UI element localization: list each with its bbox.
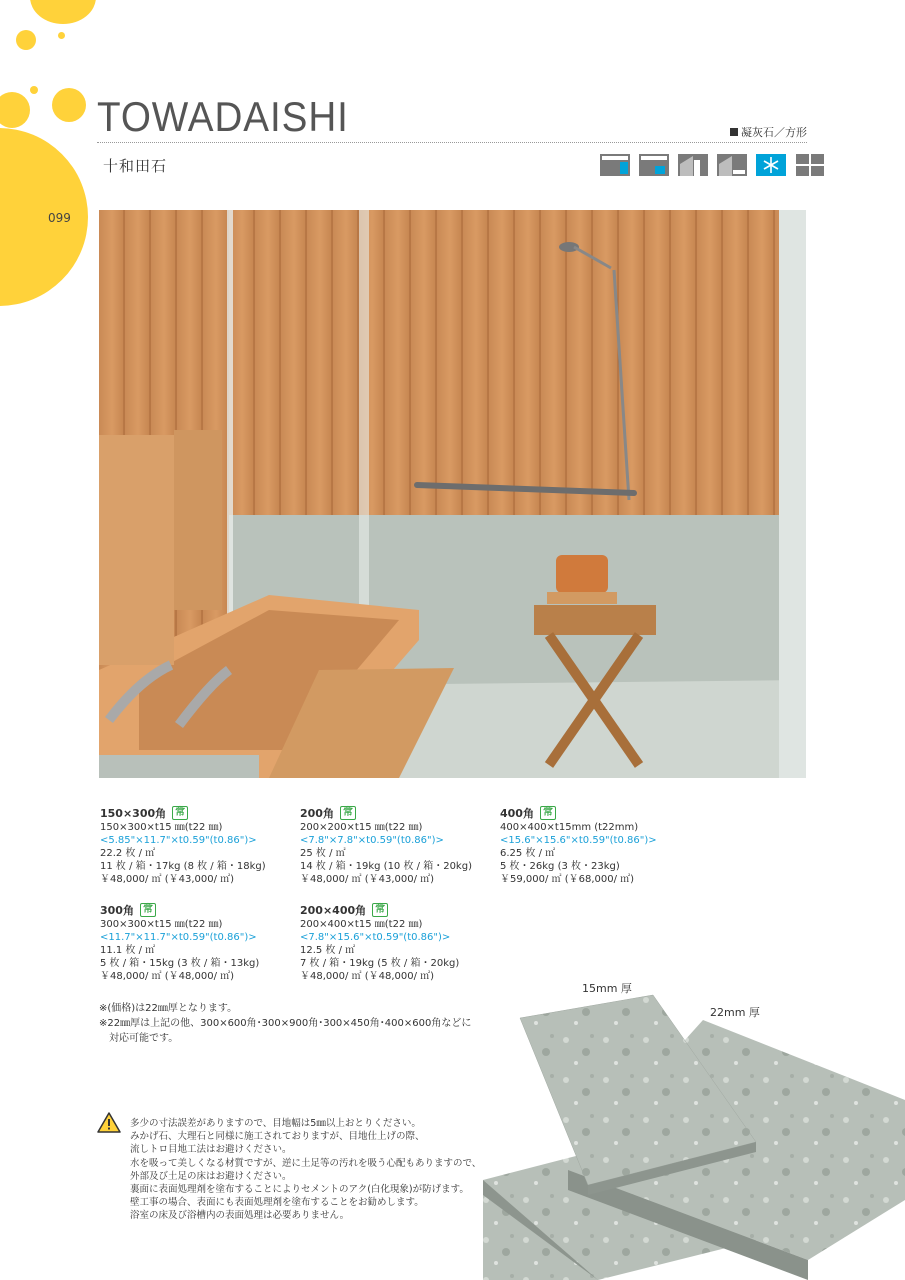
- warning-line: 裏面に表面処理剤を塗布することによりセメントのアク(白化現象)が防げます。: [130, 1184, 469, 1196]
- wall-interior-icon: [600, 154, 630, 176]
- product-spec: [100, 806, 266, 886]
- product-spec: [100, 903, 259, 983]
- product-size: 200×400×t15 ㎜(t22 ㎜): [300, 919, 423, 930]
- product-box: 7 枚 / 箱・19kg (5 枚 / 箱・20kg): [300, 958, 460, 969]
- warning-text: [130, 1117, 481, 1223]
- note-line: ※(価格)は22㎜厚となります。: [99, 1003, 238, 1014]
- product-price: ￥48,000/ ㎡ (￥48,000/ ㎡): [100, 971, 235, 982]
- decor-dot: [58, 32, 65, 39]
- product-per-m2: 12.5 枚 / ㎡: [300, 945, 356, 956]
- tile-pattern-icon: [795, 154, 825, 176]
- warning-line: 外部及び土足の床はお避けください。: [130, 1170, 292, 1182]
- product-size-inch: <7.8"×7.8"×t0.59"(t0.86")>: [300, 835, 444, 846]
- note-line: ※22㎜厚は上記の他、300×600角･300×900角･300×450角･400×600角などに: [99, 1018, 472, 1029]
- product-per-m2: 25 枚 / ㎡: [300, 848, 346, 859]
- warning-icon: [97, 1112, 121, 1133]
- product-per-m2: 6.25 枚 / ㎡: [500, 848, 556, 859]
- product-size: 200×200×t15 ㎜(t22 ㎜): [300, 822, 423, 833]
- floor-exterior-icon: [717, 154, 747, 176]
- title-divider: [97, 142, 807, 143]
- snow-icon: [756, 154, 786, 176]
- thickness-label-15: 15mm 厚: [582, 982, 632, 995]
- stock-badge: 常: [172, 806, 188, 820]
- decor-dot-large: [0, 128, 88, 306]
- stock-badge: 常: [540, 806, 556, 820]
- product-size: 150×300×t15 ㎜(t22 ㎜): [100, 822, 223, 833]
- stock-badge: 常: [140, 903, 156, 917]
- product-size: 300×300×t15 ㎜(t22 ㎜): [100, 919, 223, 930]
- stock-badge: 常: [372, 903, 388, 917]
- product-box: 14 枚 / 箱・19kg (10 枚 / 箱・20kg): [300, 861, 472, 872]
- notes: [99, 1001, 471, 1046]
- product-spec: [300, 806, 472, 886]
- usage-icons: [600, 154, 825, 176]
- stock-badge: 常: [340, 806, 356, 820]
- product-name: 150×300角: [100, 806, 167, 820]
- product-box: 5 枚 / 箱・15kg (3 枚 / 箱・13kg): [100, 958, 260, 969]
- product-price: ￥48,000/ ㎡ (￥43,000/ ㎡): [300, 874, 435, 885]
- bathroom-photo: [99, 210, 806, 778]
- wall-exterior-icon: [678, 154, 708, 176]
- product-box: 11 枚 / 箱・17kg (8 枚 / 箱・18kg): [100, 861, 266, 872]
- product-size-inch: <15.6"×15.6"×t0.59"(t0.86")>: [500, 835, 657, 846]
- product-spec: [300, 903, 459, 983]
- product-per-m2: 22.2 枚 / ㎡: [100, 848, 156, 859]
- page-number: 099: [48, 211, 71, 225]
- stone-tiles-photo: [478, 990, 905, 1280]
- note-line: 対応可能です。: [109, 1033, 179, 1044]
- product-spec: [500, 806, 657, 886]
- category-label: 凝灰石／方形: [730, 124, 807, 140]
- decor-dot: [0, 92, 30, 128]
- warning-line: 水を吸って美しくなる材質ですが、逆に土足等の汚れを吸う心配もありますので、: [130, 1157, 482, 1169]
- product-name: 200角: [300, 806, 334, 820]
- decor-dot: [30, 86, 38, 94]
- page-title: TOWADAISHI: [97, 93, 349, 140]
- product-price: ￥48,000/ ㎡ (￥48,000/ ㎡): [300, 971, 435, 982]
- warning-line: 浴室の床及び浴槽内の表面処理は必要ありません。: [130, 1210, 350, 1222]
- product-name: 300角: [100, 903, 134, 917]
- floor-interior-icon: [639, 154, 669, 176]
- product-size-inch: <7.8"×15.6"×t0.59"(t0.86")>: [300, 932, 451, 943]
- product-price: ￥59,000/ ㎡ (￥68,000/ ㎡): [500, 874, 635, 885]
- product-name: 200×400角: [300, 903, 367, 917]
- product-size-inch: <5.85"×11.7"×t0.59"(t0.86")>: [100, 835, 257, 846]
- product-size: 400×400×t15mm (t22mm): [500, 822, 639, 833]
- product-size-inch: <11.7"×11.7"×t0.59"(t0.86")>: [100, 932, 257, 943]
- product-name: 400角: [500, 806, 534, 820]
- decor-dot: [16, 30, 36, 50]
- warning-line: 壁工事の場合、表面にも表面処理剤を塗布することをお勧めします。: [130, 1197, 424, 1209]
- decor-dot: [52, 88, 86, 122]
- product-box: 5 枚・26kg (3 枚・23kg): [500, 861, 620, 872]
- product-price: ￥48,000/ ㎡ (￥43,000/ ㎡): [100, 874, 235, 885]
- thickness-label-22: 22mm 厚: [710, 1006, 760, 1019]
- warning-line: 流しトロ目地工法はお避けください。: [130, 1144, 292, 1156]
- page-subtitle: 十和田石: [103, 157, 168, 175]
- product-per-m2: 11.1 枚 / ㎡: [100, 945, 156, 956]
- warning-line: みかげ石、大理石と同様に施工されておりますが、目地仕上げの際、: [130, 1131, 425, 1143]
- warning-line: 多少の寸法誤差がありますので、目地幅は5㎜以上おとりください。: [130, 1118, 421, 1129]
- decor-dot: [30, 0, 96, 24]
